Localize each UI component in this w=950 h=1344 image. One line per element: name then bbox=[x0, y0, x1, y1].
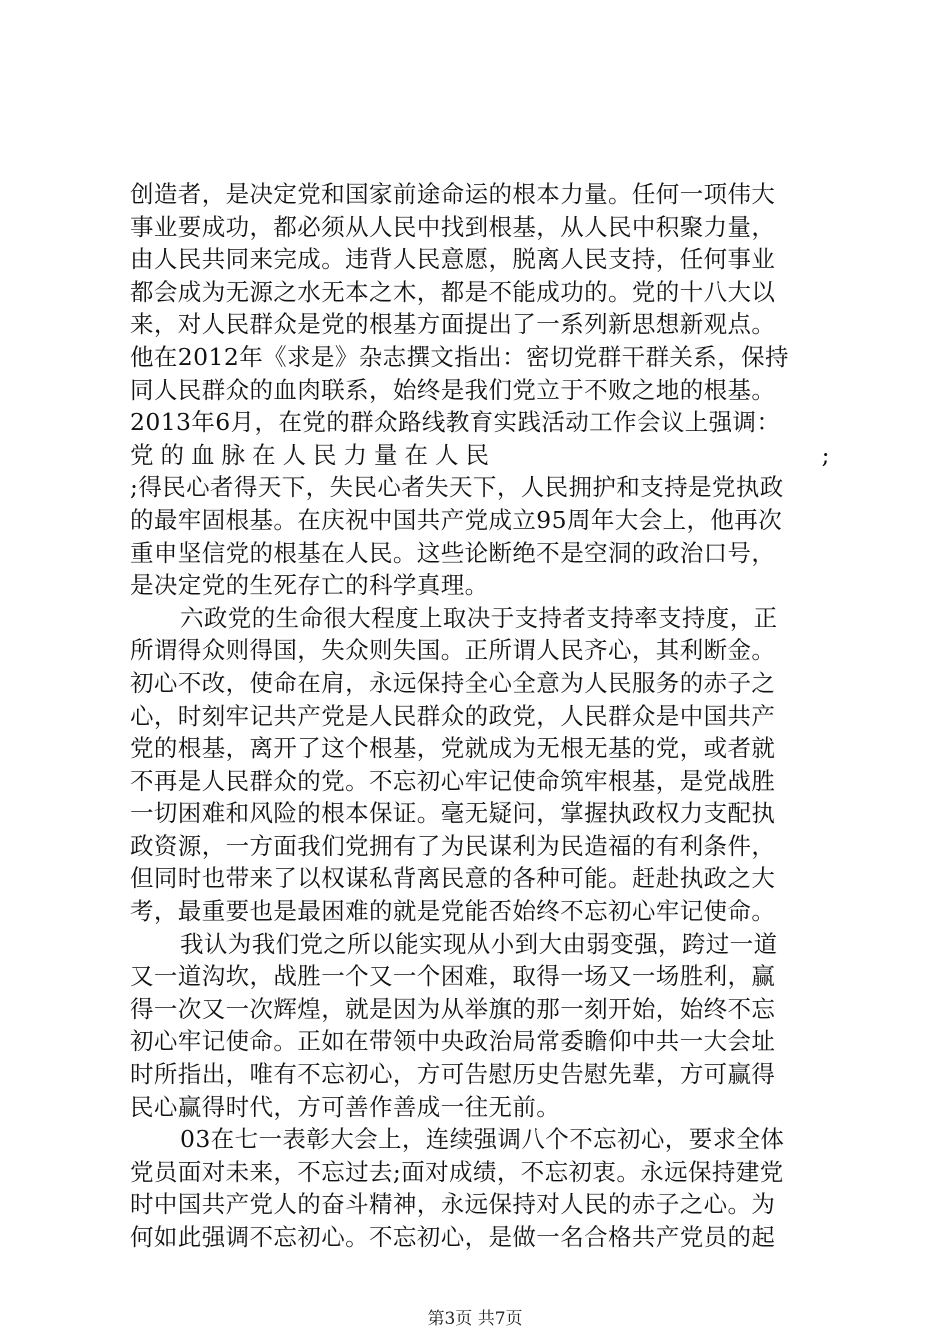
text-line: 心，时刻牢记共产党是人民群众的政党，人民群众是中国共产 bbox=[130, 701, 776, 730]
text-line: 是决定党的生死存亡的科学真理。 bbox=[130, 571, 489, 600]
text-line: 但同时也带来了以权谋私背离民意的各种可能。赶赴执政之大 bbox=[130, 864, 776, 893]
paragraph-start-line: 03在七一表彰大会上，连续强调八个不忘初心，要求全体 bbox=[180, 1125, 785, 1154]
text-line: 2013年6月，在党的群众路线教育实践活动工作会议上强调： bbox=[130, 408, 781, 437]
paragraph-start-line: 六政党的生命很大程度上取决于支持者支持率支持度，正 bbox=[180, 603, 778, 632]
text-line: 创造者，是决定党和国家前途命运的根本力量。任何一项伟大 bbox=[130, 180, 776, 208]
text-line: 的最牢固根基。在庆祝中国共产党成立95周年大会上，他再次 bbox=[130, 505, 783, 534]
text-line: 初心牢记使命。正如在带领中央政治局常委瞻仰中共一大会址 bbox=[130, 1027, 776, 1056]
text-line-split bbox=[130, 439, 830, 472]
text-line: 民心赢得时代，方可善作善成一往无前。 bbox=[130, 1092, 561, 1121]
text-line: 时所指出，唯有不忘初心，方可告慰历史告慰先辈，方可赢得 bbox=[130, 1060, 776, 1089]
document-body bbox=[130, 178, 830, 1254]
text-line: 由人民共同来完成。违背人民意愿，脱离人民支持，任何事业 bbox=[130, 245, 776, 274]
text-line: 不再是人民群众的党。不忘初心牢记使命筑牢根基，是党战胜 bbox=[130, 766, 776, 795]
text-line: ;得民心者得天下，失民心者失天下，人民拥护和支持是党执政 bbox=[130, 473, 784, 502]
split-left-text: 党的血脉在人民力量在人民 bbox=[130, 440, 496, 469]
text-line: 时中国共产党人的奋斗精神，永远保持对人民的赤子之心。为 bbox=[130, 1190, 776, 1219]
text-line: 得一次又一次辉煌，就是因为从举旗的那一刻开始，始终不忘 bbox=[130, 994, 776, 1023]
text-line: 一切困难和风险的根本保证。毫无疑问，掌握执政权力支配执 bbox=[130, 799, 776, 828]
text-line: 又一道沟坎，战胜一个又一个困难，取得一场又一场胜利，赢 bbox=[130, 962, 776, 991]
text-line: 初心不改，使命在肩，永远保持全心全意为人民服务的赤子之 bbox=[130, 668, 776, 697]
text-line: 来，对人民群众是党的根基方面提出了一系列新思想新观点。 bbox=[130, 310, 776, 339]
split-right-text: ; bbox=[821, 440, 830, 469]
text-line: 重申坚信党的根基在人民。这些论断绝不是空洞的政治口号， bbox=[130, 538, 776, 567]
text-line: 都会成为无源之水无本之木，都是不能成功的。党的十八大以 bbox=[130, 277, 776, 306]
text-line: 何如此强调不忘初心。不忘初心，是做一名合格共产党员的起 bbox=[130, 1223, 776, 1251]
text-line: 事业要成功，都必须从人民中找到根基，从人民中积聚力量， bbox=[130, 212, 776, 241]
text-line: 考，最重要也是最困难的就是党能否始终不忘初心牢记使命。 bbox=[130, 897, 776, 926]
text-line: 党员面对未来，不忘过去;面对成绩，不忘初衷。永远保持建党 bbox=[130, 1157, 784, 1186]
text-line: 所谓得众则得国，失众则失国。正所谓人民齐心，其利断金。 bbox=[130, 636, 776, 665]
text-line: 党的根基，离开了这个根基，党就成为无根无基的党，或者就 bbox=[130, 734, 776, 763]
page-footer: 第3页 共7页 bbox=[427, 1309, 523, 1329]
paragraph-start-line: 我认为我们党之所以能实现从小到大由弱变强，跨过一道 bbox=[180, 929, 778, 958]
text-line: 他在2012年《求是》杂志撰文指出：密切党群干群关系，保持 bbox=[130, 342, 789, 371]
text-line: 政资源，一方面我们党拥有了为民谋利为民造福的有利条件， bbox=[130, 831, 776, 860]
text-line: 同人民群众的血肉联系，始终是我们党立于不败之地的根基。 bbox=[130, 375, 776, 404]
